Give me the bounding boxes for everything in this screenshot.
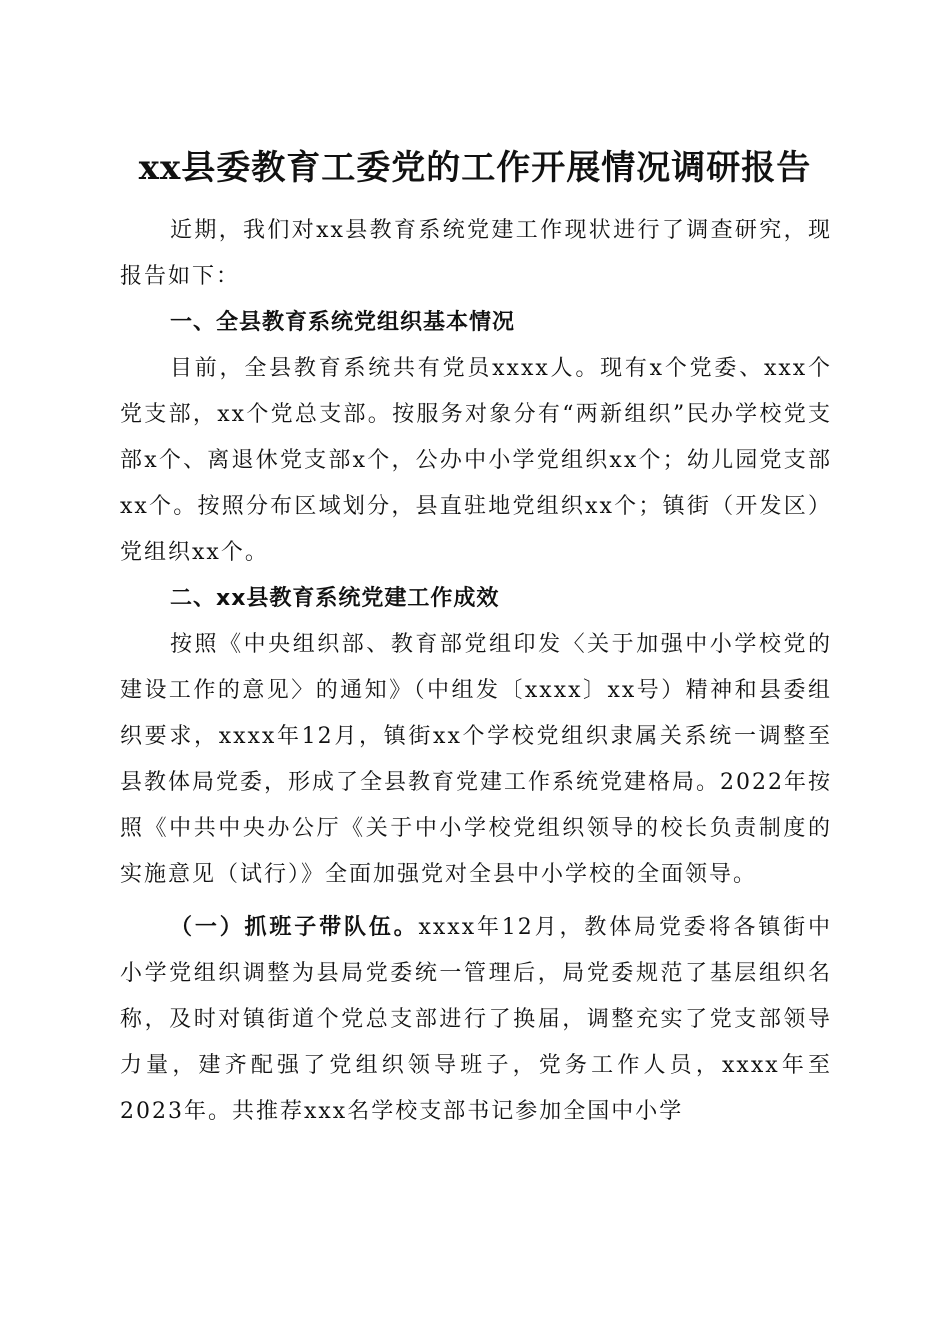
subsection-1-text: xxxx年12月，教体局党委将各镇街中小学党组织调整为县局党委统一管理后，局党委规范了基层组织名称，及时对镇街道个党总支部进行了换届，调整充实了党支部领导力量，建齐配强了党组织领导班子，党务工作人员，xxxx年至2023年。共推荐xxx名学校支部书记参加全国中小学: [120, 915, 832, 1124]
section-2-heading: 二、xx县教育系统党建工作成效: [170, 586, 500, 611]
subsection-1-paragraph: [120, 904, 832, 1135]
document-body: [120, 208, 832, 1135]
section-1-paragraph: 目前，全县教育系统共有党员xxxx人。现有x个党委、xxx个党支部，xx个党总支部。按服务对象分有“两新组织”民办学校党支部x个、离退休党支部x个，公办中小学党组织xx个；幼儿园党支部xx个。按照分布区域划分，县直驻地党组织xx个；镇街（开发区）党组织xx个。: [120, 356, 832, 565]
section-1-heading: 一、全县教育系统党组织基本情况: [170, 310, 516, 335]
section-2-paragraph: 按照《中央组织部、教育部党组印发〈关于加强中小学校党的建设工作的意见〉的通知》（中组发〔xxxx〕xx号）精神和县委组织要求，xxxx年12月，镇街xx个学校党组织隶属关系统一调整至县教体局党委，形成了全县教育党建工作系统党建格局。2022年按照《中共中央办公厅《关于中小学校党组织领导的校长负责制度的实施意见（试行）》全面加强党对全县中小学校的全面领导。: [120, 632, 832, 887]
document-title: xx县委教育工委党的工作开展情况调研报告: [138, 148, 812, 188]
subsection-1-lead: （一）抓班子带队伍。: [170, 914, 419, 940]
intro-paragraph: 近期，我们对xx县教育系统党建工作现状进行了调查研究，现报告如下：: [120, 218, 832, 289]
